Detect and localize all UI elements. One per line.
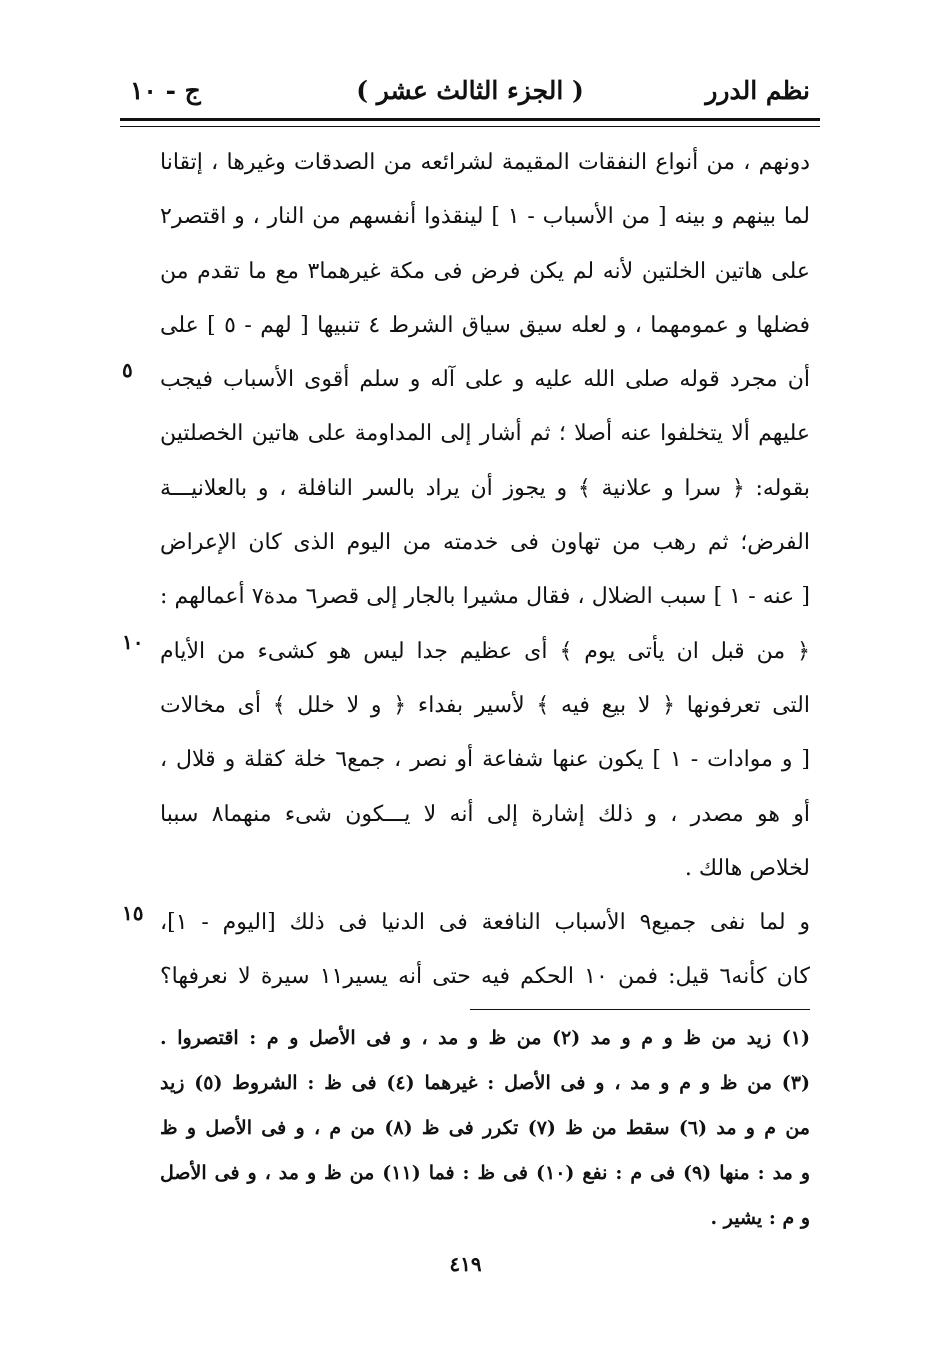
footnotes (160, 1016, 810, 1241)
footnote-line: (٣) من ظ و م و مد ، و فى الأصل : غيرهما (٤) فى ظ : الشروط (٥) زيد (160, 1072, 810, 1094)
text-line: الفرض؛ ثم رهب من تهاون فى خدمته من اليوم الذى كان الإعراض (160, 530, 810, 556)
page-number: ٤١٩ (449, 1252, 482, 1276)
text-line: بقوله: ﴿ سرا و علانية ﴾ و يجوز أن يراد بالسر النافلة ، و بالعلانيـــة (160, 475, 810, 501)
main-text (160, 136, 810, 1005)
book-title: نظم الدرر (705, 76, 810, 105)
text-line: لخلاص هالك . (684, 855, 810, 881)
footnote-line: من م و مد (٦) سقط من ظ (٧) تكرر فى ظ (٨) من م ، و فى الأصل و ظ (160, 1117, 810, 1139)
text-line: و لما نفى جميع٩ الأسباب النافعة فى الدنيا فى ذلك [اليوم - ١]، (160, 910, 811, 936)
text-line: ﴿ من قبل ان يأتى يوم ﴾ أى عظيم جدا ليس هو كشىء من الأيام (160, 638, 810, 664)
footnote-rule (470, 1009, 810, 1010)
line-number-15: ١٥ (122, 901, 144, 925)
line-number-5: ٥ (122, 358, 133, 382)
text-line: عليهم ألا يتخلفوا عنه أصلا ؛ ثم أشار إلى المداومة على هاتين الخصلتين (160, 421, 810, 447)
text-line: [ عنه - ١ ] سبب الضلال ، فقال مشيرا بالجار إلى قصر٦ مدة٧ أعمالهم : (160, 584, 810, 610)
text-line: التى تعرفونها ﴿ لا بيع فيه ﴾ لأسير بفداء ﴿ و لا خلل ﴾ أى مخالات (160, 692, 810, 718)
header-rule-thick (120, 118, 820, 121)
footnote-line: (١) زيد من ظ و م و مد (٢) من ظ و مد ، و فى الأصل و م : اقتصروا . (160, 1027, 810, 1049)
text-line: فضلها و عمومهما ، و لعله سيق سياق الشرط ٤ تنبيها [ لهم - ٥ ] على (160, 312, 810, 338)
text-line: دونهم ، من أنواع النفقات المقيمة لشرائعه من الصدقات وغيرها ، إتقانا (160, 150, 810, 175)
text-line: كان كأنه٦ قيل: فمن ١٠ الحكم فيه حتى أنه يسير١١ سيرة لا نعرفها؟ (160, 964, 810, 990)
part-title: ( الجزء الثالث عشر ) (356, 76, 584, 105)
line-number-10: ١٠ (122, 630, 144, 654)
volume-label: ج - ١٠ (130, 76, 201, 105)
header-rule-thin (120, 126, 820, 127)
running-header (120, 70, 820, 114)
footnote-line: و مد : منها (٩) فى م : نفع (١٠) فى ظ : فما (١١) من ظ و مد ، و فى الأصل (160, 1162, 810, 1184)
text-line: [ و موادات - ١ ] يكون عنها شفاعة أو نصر ، جمع٦ خلة كقلة و قلال ، (160, 747, 811, 773)
text-line: أن مجرد قوله صلى الله عليه و على آله و سلم أقوى الأسباب فيجب (160, 367, 810, 393)
text-line: لما بينهم و بينه [ من الأسباب - ١ ] لينقذوا أنفسهم من النار ، و اقتصر٢ (160, 204, 811, 230)
text-line: على هاتين الخلتين لأنه لم يكن فرض فى مكة غيرهما٣ مع ما تقدم من (160, 258, 810, 284)
footnote-line: و م : يشير . (710, 1207, 810, 1229)
text-line: أو هو مصدر ، و ذلك إشارة إلى أنه لا يـــكون شىء منهما٨ سببا (160, 801, 810, 827)
